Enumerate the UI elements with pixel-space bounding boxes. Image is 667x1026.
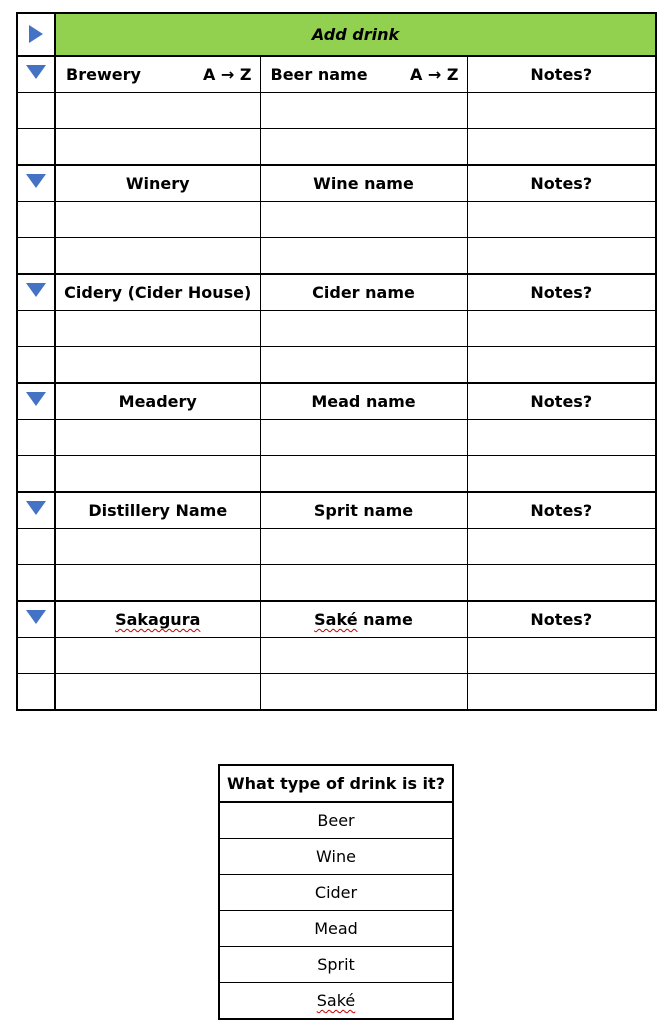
column-header-notes	[467, 165, 656, 202]
column-header-notes	[467, 383, 656, 420]
table-cell	[17, 420, 55, 456]
add-drink-row[interactable]	[17, 13, 656, 56]
column-header-wine-name	[260, 165, 467, 202]
sort-indicator: A → Z	[409, 65, 459, 84]
table-cell[interactable]	[467, 565, 656, 602]
table-cell[interactable]	[467, 93, 656, 129]
header-label: Notes?	[530, 283, 593, 302]
header-label: Sprit name	[313, 501, 414, 520]
header-label: Notes?	[530, 610, 593, 629]
column-header-distillery	[55, 492, 260, 529]
section-toggle-brewery[interactable]	[17, 56, 55, 93]
column-header-brewery[interactable]	[55, 56, 260, 93]
column-header-sake-name	[260, 601, 467, 638]
table-cell[interactable]	[467, 638, 656, 674]
table-cell[interactable]	[55, 456, 260, 493]
triangle-down-icon[interactable]	[26, 392, 46, 406]
table-cell	[17, 347, 55, 384]
table-row	[17, 565, 656, 602]
section-toggle-distillery[interactable]	[17, 492, 55, 529]
header-label: Brewery	[66, 65, 141, 84]
drink-type-header: What type of drink is it?	[219, 765, 453, 802]
table-cell[interactable]	[55, 311, 260, 347]
triangle-down-icon[interactable]	[26, 65, 46, 79]
table-cell	[17, 311, 55, 347]
header-label-rest: name	[357, 610, 413, 629]
table-row	[17, 93, 656, 129]
section-header-distillery	[17, 492, 656, 529]
table-cell[interactable]	[260, 311, 467, 347]
table-cell[interactable]	[55, 129, 260, 166]
table-cell[interactable]	[260, 529, 467, 565]
table-cell[interactable]	[55, 638, 260, 674]
table-cell[interactable]	[260, 674, 467, 711]
section-header-winery	[17, 165, 656, 202]
column-header-notes	[467, 601, 656, 638]
table-cell	[17, 456, 55, 493]
table-cell[interactable]	[260, 565, 467, 602]
header-label: Meadery	[118, 392, 197, 411]
table-row	[17, 638, 656, 674]
section-toggle-meadery[interactable]	[17, 383, 55, 420]
table-cell[interactable]	[55, 238, 260, 275]
header-label-word: Saké	[314, 610, 358, 629]
drink-type-option-sake[interactable]	[219, 983, 453, 1020]
table-row	[17, 238, 656, 275]
table-cell[interactable]	[467, 347, 656, 384]
table-cell[interactable]	[467, 529, 656, 565]
triangle-down-icon[interactable]	[26, 174, 46, 188]
table-cell[interactable]	[260, 347, 467, 384]
column-header-cider-name	[260, 274, 467, 311]
table-cell	[17, 238, 55, 275]
table-cell	[17, 565, 55, 602]
header-label: Cider name	[312, 283, 415, 302]
header-label: Wine name	[313, 174, 414, 193]
add-drink-label: Add drink	[311, 25, 400, 44]
column-header-winery	[55, 165, 260, 202]
header-label: Distillery Name	[88, 501, 228, 520]
table-cell[interactable]	[260, 129, 467, 166]
table-cell[interactable]	[55, 202, 260, 238]
sort-indicator: A → Z	[202, 65, 252, 84]
table-cell[interactable]	[260, 456, 467, 493]
header-label: Sakagura	[115, 610, 201, 629]
column-header-sprit-name	[260, 492, 467, 529]
triangle-down-icon[interactable]	[26, 283, 46, 297]
section-header-brewery	[17, 56, 656, 93]
table-row	[17, 202, 656, 238]
triangle-down-icon[interactable]	[26, 610, 46, 624]
triangle-right-icon[interactable]	[29, 25, 43, 43]
add-drink-toggle[interactable]	[17, 13, 55, 56]
header-label: Cidery (Cider House)	[64, 283, 252, 302]
section-toggle-sakagura[interactable]	[17, 601, 55, 638]
column-header-notes	[467, 56, 656, 93]
table-row	[17, 674, 656, 711]
table-row	[17, 129, 656, 166]
table-cell	[17, 129, 55, 166]
table-row	[17, 456, 656, 493]
section-toggle-cidery[interactable]	[17, 274, 55, 311]
triangle-down-icon[interactable]	[26, 501, 46, 515]
table-cell[interactable]	[467, 238, 656, 275]
option-label: Saké	[316, 991, 356, 1010]
table-cell[interactable]	[467, 456, 656, 493]
table-cell[interactable]	[260, 420, 467, 456]
table-cell[interactable]	[55, 93, 260, 129]
header-label: Mead name	[311, 392, 416, 411]
table-cell[interactable]	[467, 129, 656, 166]
column-header-cidery	[55, 274, 260, 311]
table-cell[interactable]	[55, 347, 260, 384]
table-row	[17, 347, 656, 384]
drink-type-option-sprit[interactable]: Sprit	[219, 947, 453, 983]
table-cell	[17, 93, 55, 129]
table-row	[17, 529, 656, 565]
table-cell[interactable]	[467, 420, 656, 456]
section-header-cidery	[17, 274, 656, 311]
column-header-meadery	[55, 383, 260, 420]
header-label: Notes?	[530, 65, 593, 84]
drink-type-list	[218, 764, 454, 1020]
table-cell[interactable]	[467, 202, 656, 238]
table-cell[interactable]	[260, 638, 467, 674]
column-header-sakagura	[55, 601, 260, 638]
table-cell	[17, 674, 55, 711]
section-header-sakagura	[17, 601, 656, 638]
section-header-meadery	[17, 383, 656, 420]
table-cell[interactable]	[260, 238, 467, 275]
header-label: Notes?	[530, 501, 593, 520]
header-label: Notes?	[530, 174, 593, 193]
drink-type-option-mead[interactable]: Mead	[219, 911, 453, 947]
table-cell	[17, 202, 55, 238]
header-label: Beer name	[270, 65, 368, 84]
header-label: Winery	[125, 174, 190, 193]
drink-type-option-cider[interactable]: Cider	[219, 875, 453, 911]
drinks-table	[16, 12, 657, 711]
table-cell[interactable]	[260, 93, 467, 129]
column-header-notes	[467, 274, 656, 311]
column-header-mead-name	[260, 383, 467, 420]
add-drink-button[interactable]	[55, 13, 656, 56]
section-toggle-winery[interactable]	[17, 165, 55, 202]
table-cell[interactable]	[55, 565, 260, 602]
drink-type-option-wine[interactable]: Wine	[219, 839, 453, 875]
table-cell[interactable]	[260, 202, 467, 238]
header-label: Notes?	[530, 392, 593, 411]
table-row	[17, 420, 656, 456]
column-header-notes	[467, 492, 656, 529]
table-cell[interactable]	[55, 674, 260, 711]
table-cell[interactable]	[467, 311, 656, 347]
column-header-beer-name[interactable]	[260, 56, 467, 93]
table-cell	[17, 638, 55, 674]
table-cell	[17, 529, 55, 565]
drink-type-option-beer[interactable]: Beer	[219, 802, 453, 839]
table-cell[interactable]	[55, 420, 260, 456]
table-cell[interactable]	[55, 529, 260, 565]
table-row	[17, 311, 656, 347]
table-cell[interactable]	[467, 674, 656, 711]
